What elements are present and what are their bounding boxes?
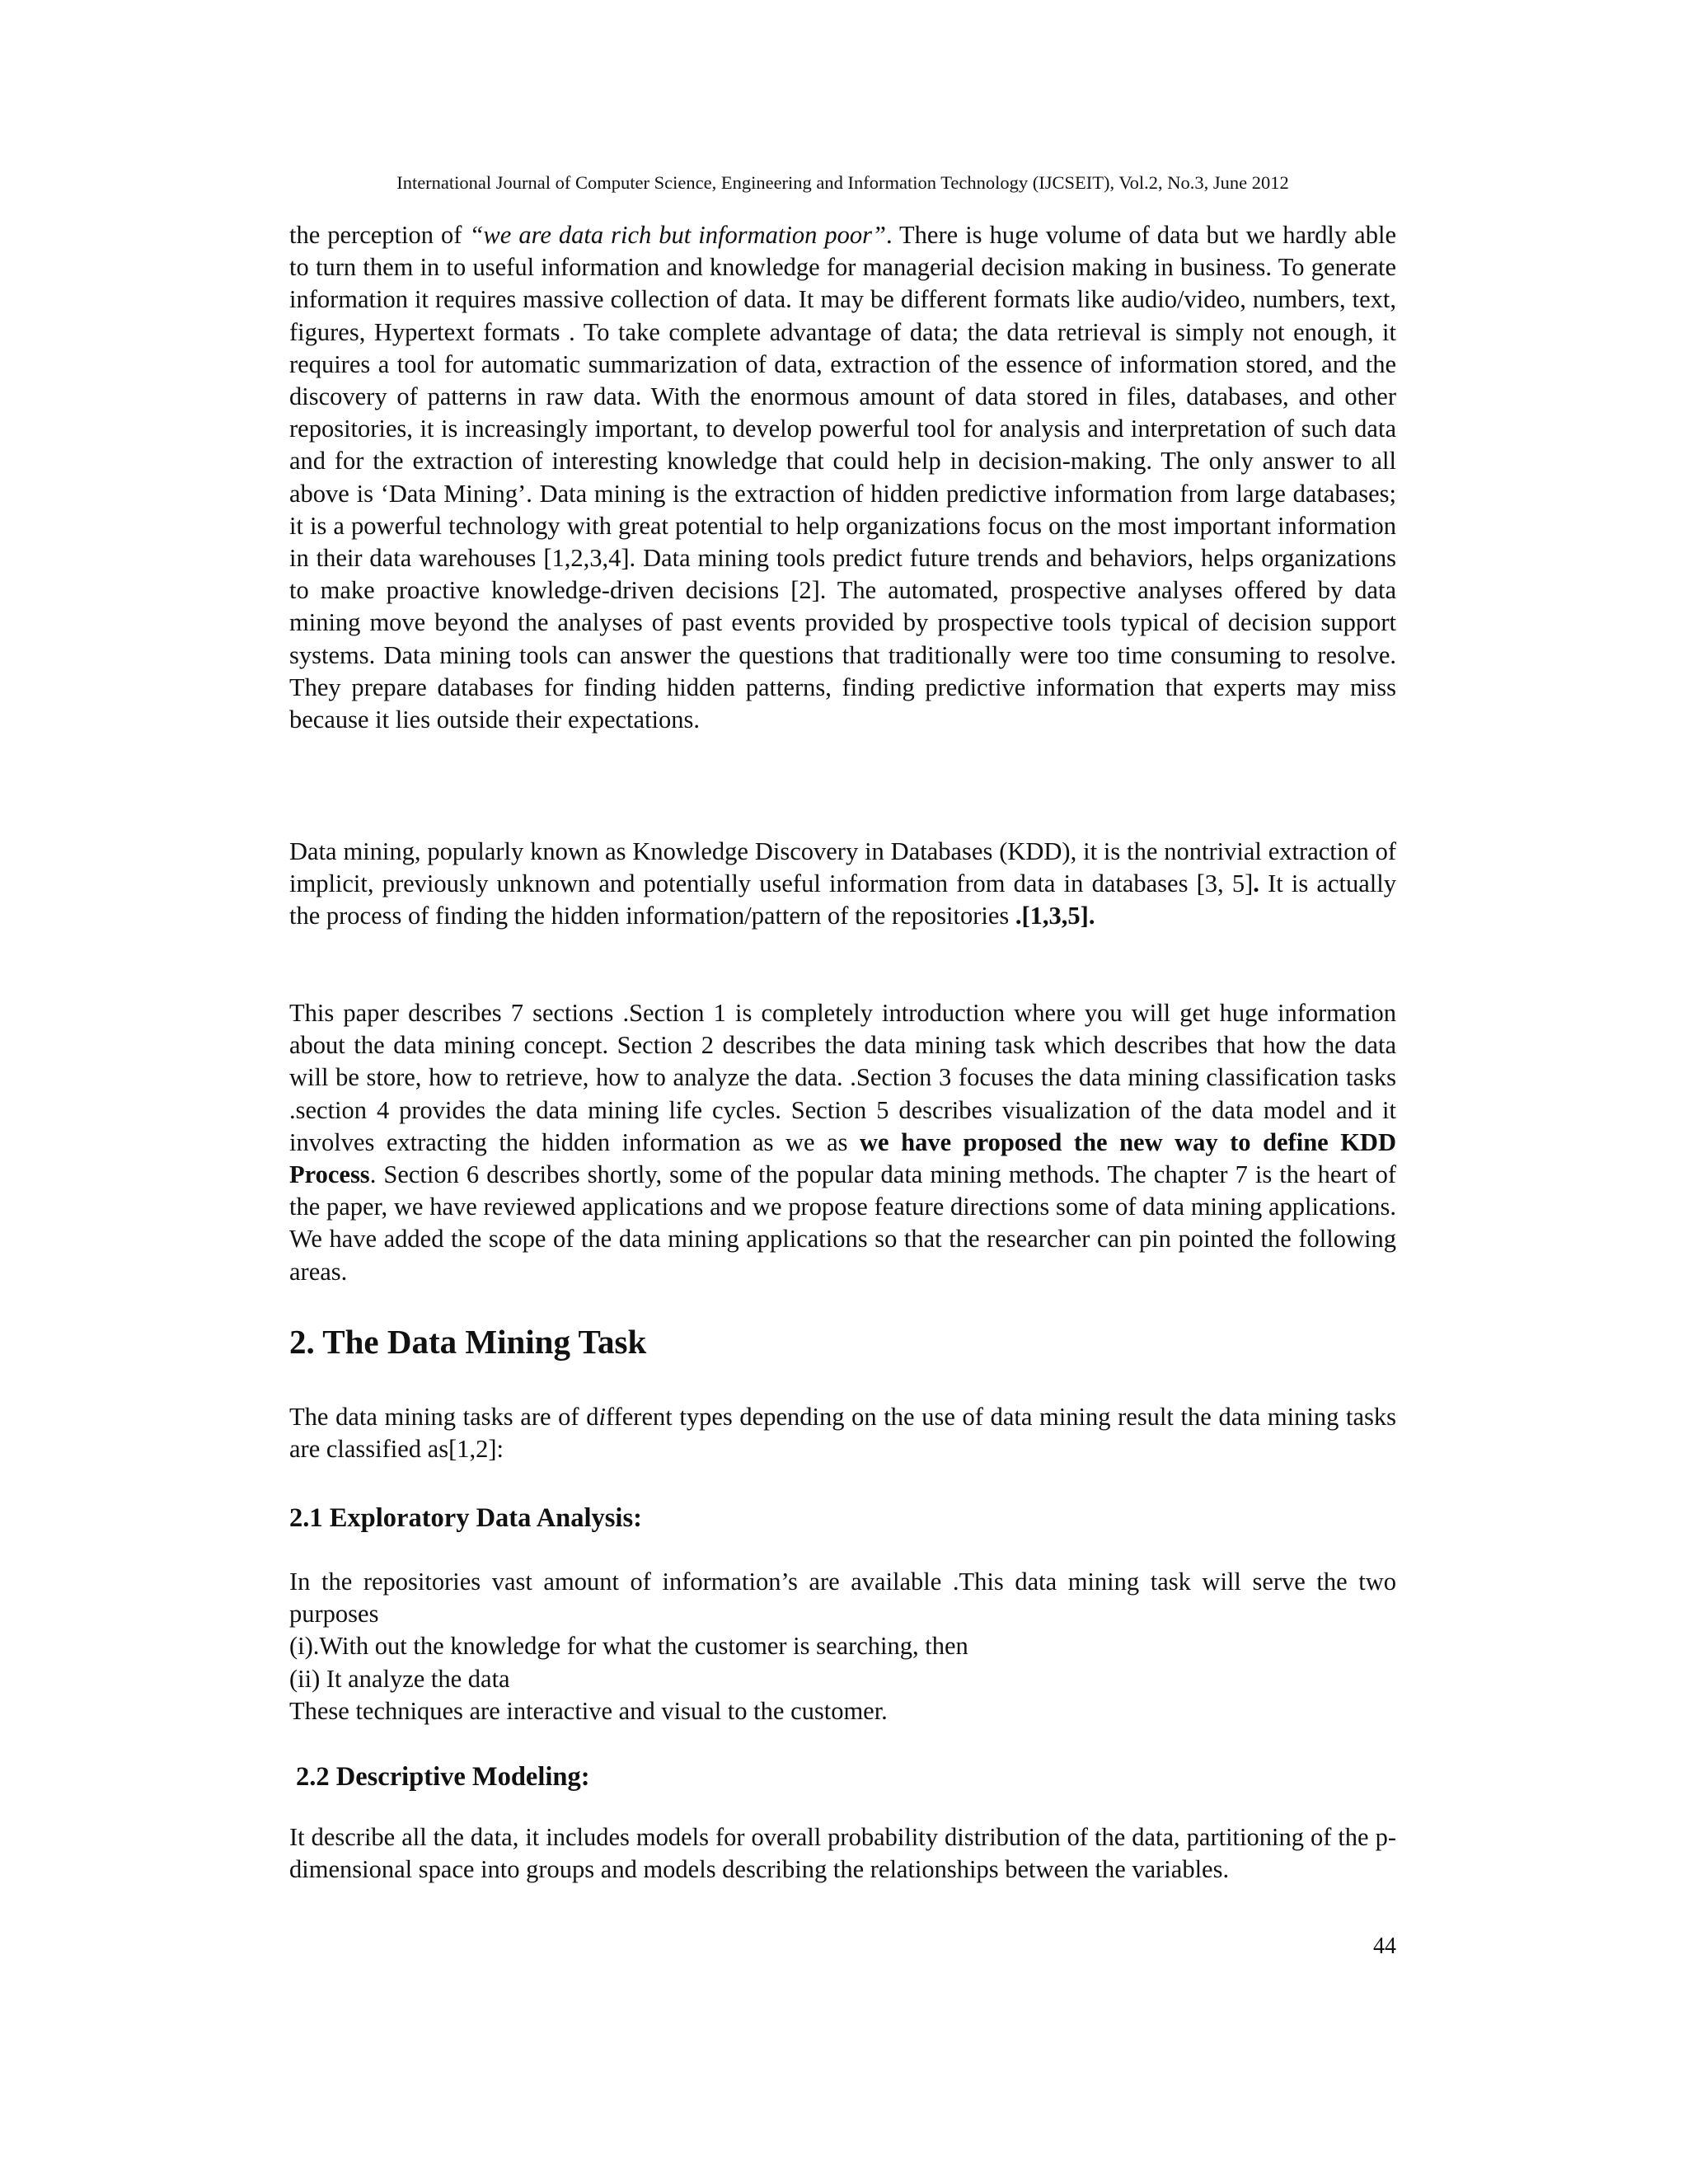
list-item: These techniques are interactive and visual to the customer. [289, 1696, 888, 1725]
paragraph-text [289, 1401, 1396, 1465]
page-number: 44 [1373, 1933, 1396, 1959]
list-item: (ii) It analyze the data [289, 1664, 510, 1693]
paragraph-text [289, 219, 1396, 736]
text-run: the perception of [289, 221, 470, 249]
paragraph-text [289, 997, 1396, 1288]
section-2-paragraph [289, 1401, 1396, 1465]
text-run: It is actually the process of finding the hidden information/pattern of the repositories [289, 869, 1397, 930]
text-run: The data mining tasks are of d [289, 1403, 599, 1431]
paragraph-text: It describe all the data, it includes models for overall probability distribution of the data, partitioning of the p-dimensional space into groups and models describing the relationships between the variables. [289, 1823, 1396, 1884]
subsection-heading: 2.2 Descriptive Modeling: [296, 1762, 590, 1792]
paragraph-text [289, 836, 1396, 933]
section-2-2-heading-block [289, 1760, 1396, 1794]
section-2-heading-block [289, 1320, 1396, 1363]
bold-text: we have proposed the new way to define KDD Process [289, 1127, 1396, 1189]
list-item: (i).With out the knowledge for what the customer is searching, then [289, 1632, 968, 1661]
citation-bold: .[1,3,5]. [1015, 902, 1095, 930]
italic-quote: “we are data rich but information poor” [469, 221, 886, 249]
subsection-heading: 2.1 Exploratory Data Analysis: [289, 1503, 642, 1533]
text-run: . Section 6 describes shortly, some of the popular data mining methods. The chapter 7 is the heart of the paper, we have reviewed applications and we propose feature directions some of data mining applications. We have added the scope of the data mining applications so that the researcher can pin pointed the following areas. [289, 1160, 1396, 1286]
section-2-2-body [289, 1821, 1396, 1886]
text-run: Data mining, popularly known as Knowledge Discovery in Databases (KDD), it is the nontrivial extraction of implicit, previously unknown and potentially useful information from data in databases [3, 5] [289, 837, 1396, 898]
paragraph-text: In the repositories vast amount of information’s are available .This data mining task will serve the two purposes [289, 1568, 1396, 1629]
section-heading: 2. The Data Mining Task [289, 1323, 647, 1361]
text-run: This paper describes 7 sections .Section 1 is completely introduction where you will get huge information about the data mining concept. Section 2 describes the data mining task which describes that how the data will be store, how to retrieve, how to analyze the data. .Section 3 focuses the data mining classification tasks .section 4 provides the data mining life cycles. Section 5 describes visualization of the data model and it involves extracting the hidden information as we as [289, 999, 1396, 1156]
intro-paragraph-2 [289, 836, 1396, 933]
text-run: . There is huge volume of data but we hardly able to turn them in to useful information and knowledge for managerial decision making in business. To generate information it requires massive collection of data. It may be different formats like audio/video, numbers, text, figures, Hypertext formats . To take complete advantage of data; the data retrieval is simply not enough, it requires a tool for automatic summarization of data, extraction of the essence of information stored, and the discovery of patterns in raw data. With the enormous amount of data stored in files, databases, and other repositories, it is increasingly important, to develop powerful tool for analysis and interpretation of such data and for the extraction of interesting knowledge that could help in decision-making. The only answer to all above is ‘Data Mining’. Data mining is the extraction of hidden predictive information from large databases; it is a powerful technology with great potential to help organizations focus on the most important information in their data warehouses [1,2,3,4]. Data mining tools predict future trends and behaviors, helps organizations to make proactive knowledge-driven decisions [2]. The automated, prospective analyses offered by data mining move beyond the analyses of past events provided by prospective tools typical of decision support systems. Data mining tools can answer the questions that traditionally were too time consuming to resolve. They prepare databases for finding hidden patterns, finding predictive information that experts may miss because it lies outside their expectations. [289, 221, 1396, 734]
text-run: fferent types depending on the use of data mining result the data mining tasks are classified as[1,2]: [289, 1403, 1397, 1464]
intro-paragraph-3 [289, 997, 1396, 1288]
intro-paragraph-1 [289, 219, 1396, 736]
italic-letter: i [598, 1403, 606, 1431]
section-2-1-body [289, 1566, 1396, 1727]
running-header: International Journal of Computer Science, Engineering and Information Technology (IJCSEIT), Vol.2, No.3, June 2012 [396, 172, 1289, 193]
section-2-1-heading-block [289, 1501, 1396, 1535]
bold-text: . [1253, 869, 1259, 898]
